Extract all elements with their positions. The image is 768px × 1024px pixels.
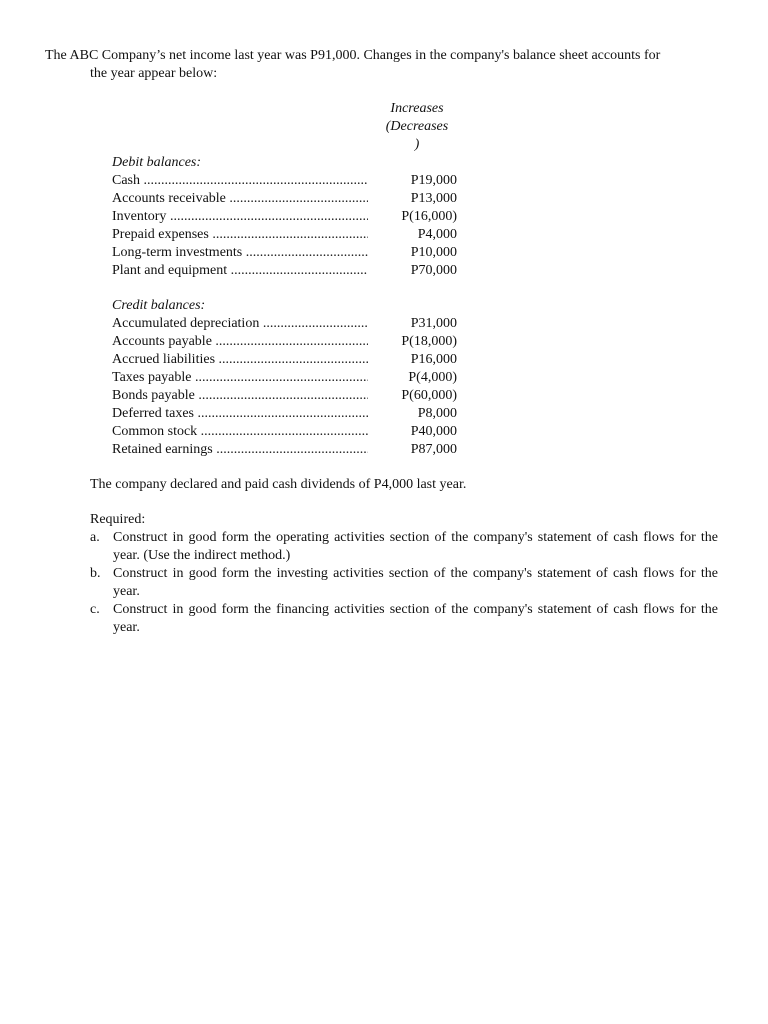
column-header-line-1: Increases [390,101,444,116]
table-row [112,333,457,351]
debit-balances-label: Debit balances: [112,155,202,170]
row-value: P(16,000) [401,209,457,224]
debit-balances-table [112,172,457,280]
table-row [112,315,457,333]
row-name: Accounts receivable ..... [112,190,368,208]
row-name: Plant and equipment ..... [112,262,368,280]
row-name: Accrued liabilities ..... [112,351,368,369]
list-item [90,601,718,637]
row-name: Inventory ..... [112,208,368,226]
row-name: Retained earnings ..... [112,441,368,459]
row-value: P(60,000) [401,388,457,403]
dividend-note: The company declared and paid cash dividends of P4,000 last year. [90,477,467,492]
row-value: P(4,000) [408,370,457,385]
table-row [112,262,457,280]
list-item-letter: c. [90,602,100,617]
list-item-letter: b. [90,566,101,581]
row-name: Accumulated depreciation ..... [112,315,368,333]
list-item-letter: a. [90,530,100,545]
list-item-text: Construct in good form the operating activities section of the company's statement of cash flows for the year. (Use the indirect method.) [113,530,718,563]
row-name: Common stock ..... [112,423,368,441]
row-value: P70,000 [410,263,457,278]
list-item [90,565,718,601]
row-name: Cash ..... [112,172,368,190]
row-value: P87,000 [410,442,457,457]
table-row [112,244,457,262]
row-name: Prepaid expenses ..... [112,226,368,244]
table-row [112,441,457,459]
row-name: Taxes payable ..... [112,369,368,387]
row-name: Bonds payable ..... [112,387,368,405]
row-value: P13,000 [410,191,457,206]
row-value: P8,000 [417,406,457,421]
credit-balances-label: Credit balances: [112,298,206,313]
table-row [112,190,457,208]
intro-line-2: the year appear below: [90,66,218,81]
intro-paragraph [45,47,725,83]
column-header-line-2: (Decreases [385,119,449,134]
row-name: Accounts payable ..... [112,333,368,351]
table-row [112,351,457,369]
credit-balances-table [112,315,457,459]
table-row [112,423,457,441]
row-value: P31,000 [410,316,457,331]
list-item-text: Construct in good form the financing activities section of the company's statement of cash flows for the year. [113,602,718,635]
row-value: P4,000 [417,227,457,242]
required-label: Required: [90,512,146,527]
column-header-line-3: ) [414,137,420,152]
row-name: Deferred taxes ..... [112,405,368,423]
column-header [372,100,462,154]
row-value: P16,000 [410,352,457,367]
table-row [112,405,457,423]
row-value: P40,000 [410,424,457,439]
row-value: P10,000 [410,245,457,260]
row-value: P19,000 [410,173,457,188]
table-row [112,387,457,405]
table-row [112,208,457,226]
required-list [90,529,718,637]
intro-line-1: The ABC Company’s net income last year was P91,000. Changes in the company's balance sheet accounts for [45,48,661,63]
list-item-text: Construct in good form the investing activities section of the company's statement of cash flows for the year. [113,566,718,599]
row-value: P(18,000) [401,334,457,349]
table-row [112,172,457,190]
table-row [112,226,457,244]
row-name: Long-term investments ..... [112,244,368,262]
list-item [90,529,718,565]
table-row [112,369,457,387]
